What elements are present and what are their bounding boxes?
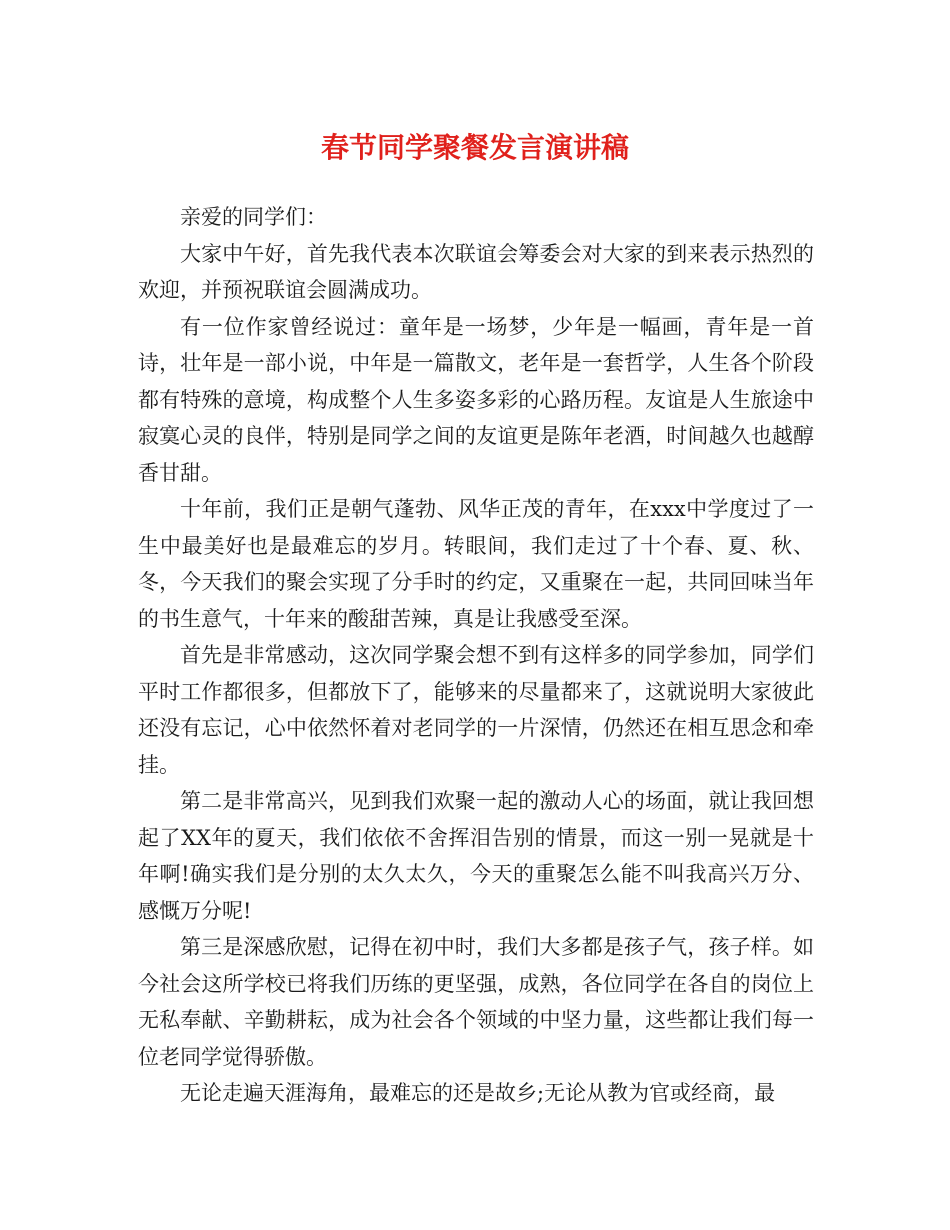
paragraph: 第二是非常高兴，见到我们欢聚一起的激动人心的场面，就让我回想起了XX年的夏天，我们依依不舍挥泪告别的情景，而这一别一晃就是十年啊!确实我们是分别的太久太久，今天的重聚怎么能不叫我高兴万分、感慨万分呢! <box>138 789 814 923</box>
paragraph: 第三是深感欣慰，记得在初中时，我们大多都是孩子气，孩子样。如今社会这所学校已将我们历练的更坚强，成熟，各位同学在各自的岗位上无私奉献、辛勤耕耘，成为社会各个领域的中坚力量，这些都让我们每一位老同学觉得骄傲。 <box>138 935 814 1069</box>
paragraph: 有一位作家曾经说过：童年是一场梦，少年是一幅画，青年是一首诗，壮年是一部小说，中年是一篇散文，老年是一套哲学，人生各个阶段都有特殊的意境，构成整个人生多姿多彩的心路历程。友谊是人生旅途中寂寞心灵的良伴，特别是同学之间的友谊更是陈年老酒，时间越久也越醇香甘甜。 <box>138 314 814 485</box>
paragraph: 十年前，我们正是朝气蓬勃、风华正茂的青年，在xxx中学度过了一生中最美好也是最难忘的岁月。转眼间，我们走过了十个春、夏、秋、冬，今天我们的聚会实现了分手时的约定，又重聚在一起，共同回味当年的书生意气，十年来的酸甜苦辣，真是让我感受至深。 <box>138 497 814 631</box>
document-body <box>138 199 814 1112</box>
paragraph: 无论走遍天涯海角，最难忘的还是故乡;无论从教为官或经商，最 <box>180 1081 776 1105</box>
document-title: 春节同学聚餐发言演讲稿 <box>320 131 629 164</box>
paragraph: 首先是非常感动，这次同学聚会想不到有这样多的同学参加，同学们平时工作都很多，但都放下了，能够来的尽量都来了，这就说明大家彼此还没有忘记，心中依然怀着对老同学的一片深情，仍然还在相互思念和牵挂。 <box>138 643 814 777</box>
paragraph-salutation: 亲爱的同学们： <box>180 205 327 229</box>
paragraph: 大家中午好，首先我代表本次联谊会筹委会对大家的到来表示热烈的欢迎，并预祝联谊会圆满成功。 <box>138 241 814 302</box>
